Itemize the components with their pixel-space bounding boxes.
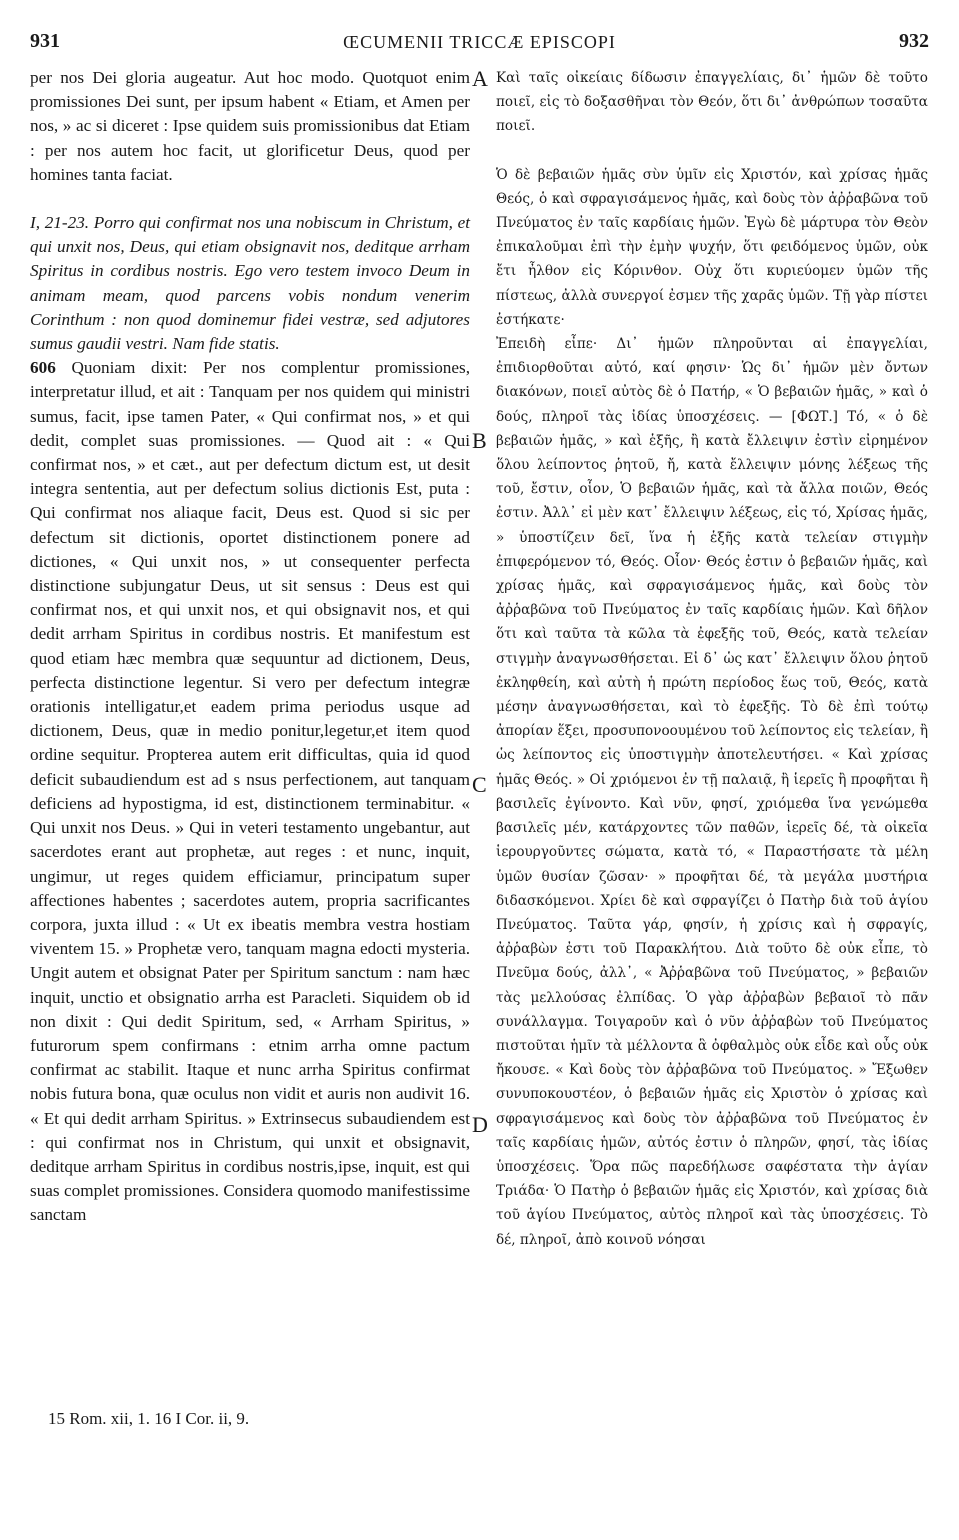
- latin-paragraph-3: [30, 356, 470, 1227]
- latin-paragraph-2: I, 21-23. Porro qui confirmat nos una nobiscum in Christum, et qui unxit nos, Deus, qui etiam obsignavit nos, deditque arrham Spiritus in cordibus nostris. Ego vero testem invoco Deum in animam meam, quod parcens vobis nondum venerim Corinthum : non quod dominemur fidei vestræ, sed adjutores sumus gaudii vestri. Nam fide statis.: [30, 213, 470, 354]
- greek-paragraph-3: Ἐπειδὴ εἶπε· Δι᾽ ἡμῶν πληροῦνται αἱ ἐπαγγελίαι, ἐπιδιορθοῦται αὐτό, καί φησιν· Ὡς δι᾽ ἡμῶν μὲν ὄντων διακόνων, ποιεῖ αὐτὸς δὲ ὁ Πατήρ, « Ὁ βεβαιῶν ἡμᾶς, » καὶ ὁ δούς, πληροῖ τὰς ἰδίας ὑποσχέσεις. — [ΦΩΤ.] Τό, « ὁ δὲ βεβαιῶν ἡμᾶς, » καὶ ἑξῆς, ἢ κατὰ ἔλλειψιν ἐστὶν εἰρημένον ὅλου λείποντος ῥητοῦ, ἤ, κατὰ ἔλλειψιν μόνης λέξεως τῆς τοῦ, ἔστιν, οἷον, Ὁ βεβαιῶν ἡμᾶς, καὶ τὰ ἄλλα ποιῶν, Θεός ἐστιν. Ἀλλ᾽ εἰ μὲν κατ᾽ ἔλλειψιν λέξεως, εἰς τό, Χρίσας ἡμᾶς, » ὑποστίζειν δεῖ, ἵνα ἡ ἑξῆς κατὰ τελείαν στιγμὴν ἐπιφερόμενον τό, Θεός. Οἷον· Θεός ἐστιν ὁ βεβαιῶν ἡμᾶς, καὶ χρίσας ἡμᾶς, καὶ σφραγισάμενος ἡμᾶς, καὶ δοὺς τὸν ἀῤῥαβῶνα τοῦ Πνεύματος ἐν ταῖς καρδίαις ἡμῶν. Καὶ δῆλον ὅτι καὶ ταῦτα τὰ κῶλα τὰ ἐφεξῆς τοῦ, Θεός, κατὰ τελείαν στιγμὴν ἀναγνωσθήσεται. Εἰ δ᾽ ὡς κατ᾽ ἔλλειψιν ὅλου ῥητοῦ ἐκληφθείη, καὶ αὐτὴ ἡ πρώτη περίοδος ἕως τοῦ, Θεός, κατὰ μέσην ἀναγνωσθήσεται, καὶ τὸ ἐφεξῆς. Τὸ δὲ ἐπὶ τούτῳ ἀπορίαν ἕξει, προσυπονοουμένου τοῦ λείποντος εἰς τελείαν, ἢ ὡς λείποντος εἰς ὑποστιγμὴν ἀποτελευτήσει. « Καὶ χρίσας ἡμᾶς Θεός. » Οἱ χριόμενοι ἐν τῇ παλαιᾷ, ἢ ἱερεῖς ἢ προφῆται ἢ βασιλεῖς ἐγίνοντο. Καὶ νῦν, φησί, χριόμεθα ἵνα γενώμεθα βασιλεῖς μέν, κατάρχοντες τῶν παθῶν, ἱερεῖς δέ, τὰ οἰκεῖα ἱερουργοῦντες σώματα, κατὰ τό, « Παραστήσατε τὰ μέλη ὑμῶν θυσίαν ζῶσαν· » προφῆται δέ, τὰ μεγάλα μυστήρια διδασκόμενοι. Χρίει δὲ καὶ σφραγίζει ὁ Πατὴρ διὰ τοῦ ἁγίου Πνεύματος. Ταῦτα γάρ, φησίν, ἡ χρίσις καὶ ἡ σφραγίς, ἀῤῥαβὼν ἐστι τοῦ Παρακλήτου. Διὰ τοῦτο δὲ οὐκ εἶπε, τὸ Πνεῦμα δούς, ἀλλ᾽, « Ἀῤῥαβῶνα τοῦ Πνεύματος, » βεβαιῶν τὰς μελλούσας ἐλπίδας. Ὁ γὰρ ἀῤῥαβὼν βεβαιοῖ τὸ πᾶν συνάλλαγμα. Τοιγαροῦν καὶ ὁ νῦν ἀῤῥαβὼν τοῦ Πνεύματος πιστοῦται ἡμῖν τὰ μέλλοντα ἃ ὀφθαλμὸς οὐκ εἶδε καὶ οὖς οὐκ ἤκουσε. « Καὶ δοὺς τὸν ἀῤῥαβῶνα τοῦ Πνεύματος. » Ἔξωθεν συνυποκουστέον, ὁ βεβαιῶν ἡμᾶς εἰς Χριστὸν ὁ χρίσας καὶ σφραγισάμενος καὶ δοὺς τὸν ἀῤῥαβῶνα τοῦ Πνεύματος ἐν ταῖς καρδίαις ἡμῶν, αὐτός ἐστιν ὁ πληρῶν, φησί, τὰς ἰδίας ὑποσχέσεις. Ὅρα πῶς παρεδήλωσε σαφέστατα τὴν ἁγίαν Τριάδα· Ὁ Πατὴρ ὁ βεβαιῶν ἡμᾶς εἰς Χριστόν, καὶ χρίσας διὰ τοῦ ἁγίου Πνεύματος, αὐτὸς πληροῖ καὶ τὰς ὑποσχέσεις. Τὸ δέ, πληροῖ, ἀπὸ κοινοῦ νόησαι: [496, 336, 928, 1248]
- margin-letter-d: D: [472, 1112, 488, 1137]
- section-number: 606: [30, 358, 56, 378]
- page-header: [30, 30, 929, 60]
- page-number-left: 931: [30, 30, 60, 52]
- margin-letter-c: C: [472, 772, 487, 797]
- running-title: ŒCUMENII TRICCÆ EPISCOPI: [343, 32, 616, 52]
- margin-letter-b: B: [472, 428, 487, 453]
- page-number-right: 932: [899, 30, 929, 52]
- latin-column: [30, 66, 470, 1228]
- greek-paragraph-2: Ὁ δὲ βεβαιῶν ἡμᾶς σὺν ὑμῖν εἰς Χριστόν, καὶ χρίσας ἡμᾶς Θεός, ὁ καὶ σφραγισάμενος ἡμᾶς, καὶ δοὺς τὸν ἀῤῥαβῶνα τοῦ Πνεύματος ἐν ταῖς καρδίαις ἡμῶν. Ἐγὼ δὲ μάρτυρα τὸν Θεὸν ἐπικαλοῦμαι ἐπὶ τὴν ἐμὴν ψυχήν, ὅτι φειδόμενος ὑμῶν, οὐκ ἔτι ἦλθον εἰς Κόρινθον. Οὐχ ὅτι κυριεύομεν ὑμῶν τῆς πίστεως, ἀλλὰ συνεργοί ἐσμεν τῆς χαρᾶς ὑμῶν. Τῇ γὰρ πίστει ἑστήκατε·: [496, 166, 928, 328]
- footnotes: 15 Rom. xii, 1. 16 I Cor. ii, 9.: [48, 1409, 250, 1428]
- greek-column: [496, 66, 928, 1252]
- latin-paragraph-3-text: Quoniam dixit: Per nos complentur promissiones, interpretatur illud, et ait : Tanquam per nos quidem qui ministri sumus, facit, ipse tamen Pater, « Qui confirmat nos, » et qui dedit, complet suas promissiones. — Quod ait : « Qui confirmat nos, » et cæt., aut per defectum dictum est, ut desit integra sententia, aut per defectum solius dictionis Est, puta : Qui confirmat nos aliaque facit, Deus est. Quod si sic per defectum sit dictionis, oportet distinctionem ponere ad dictiones, « Qui unxit nos, » ut consequenter perfecta distinctione subjungatur Deus, ut sit sensus : Deus est qui confirmat nos, et qui unxit nos, et qui obsignavit nos, et qui dedit arrham Spiritus in cordibus nostris. Et manifestum est quod etiam hæc membra quæ sequuntur ad dictionem, Deus, perfecta distinctione legentur. Si vero per defectum integræ orationis intelligatur,et eadem prima periodus usque ad dictionem, Deus, quæ in medio ponitur,legetur,et item quod ordine sequitur. Propterea autem erit difficultas, quia id quod deficit subaudiendum est ad s nsus perfectionem, aut tanquam deficiens ad hypostigma, id est, distinctionem terminabitur. « Qui unxit nos Deus. » Qui in veteri testamento ungebantur, aut sacerdotes erant aut prophetæ, aut reges : et nunc, inquit, ungimur, ut reges quidem efficiamur, principatum super affectiones habentes ; sacerdotes autem, propria sacrificantes corpora, juxta illud : « Ut ex ibeatis membra vestra hostiam viventem 15. » Prophetæ vero, tanquam magna edocti mysteria. Ungit autem et obsignat Pater per Spiritum sanctum : nam hæc inquit, unctio et obsignatio arrha est Paracleti. Siquidem ob id non dixit : Qui dedit Spiritum, sed, « Arrham Spiritus, » futurorum spem confirmans : etnim arrha omne pactum confirmat ac stabilit. Itaque et nunc arrha Spiritus confirmat nobis futura bona, quæ oculus non vidit et auris non audivit 16. « Et qui dedit arrham Spiritus. » Extrinsecus subaudiendem est : qui confirmat nos in Christum, qui unxit et obsignavit, deditque arrham Spiritus in cordibus nostris,ipse, inquit, est qui suas complet promissiones. Considera quomodo manifestissime sanctam: [30, 358, 471, 1225]
- latin-paragraph-1: per nos Dei gloria augeatur. Aut hoc modo. Quotquot enim promissiones Dei sunt, per ipsum habent « Etiam, et Amen per nos, » ac si diceret : Ipse quidem suis promissionibus dat Etiam : per nos autem hoc facit, ut glorificetur Deus, quod per homines tanta faciat.: [30, 68, 470, 184]
- greek-paragraph-1: Καὶ ταῖς οἰκείαις δίδωσιν ἐπαγγελίαις, δι᾽ ἡμῶν δὲ τοῦτο ποιεῖ, εἰς τὸ δοξασθῆναι τὸν Θεόν, ὅτι δι᾽ ἀνθρώπων τοσαῦτα ποιεῖ.: [496, 70, 928, 135]
- margin-letter-a: A: [472, 66, 488, 91]
